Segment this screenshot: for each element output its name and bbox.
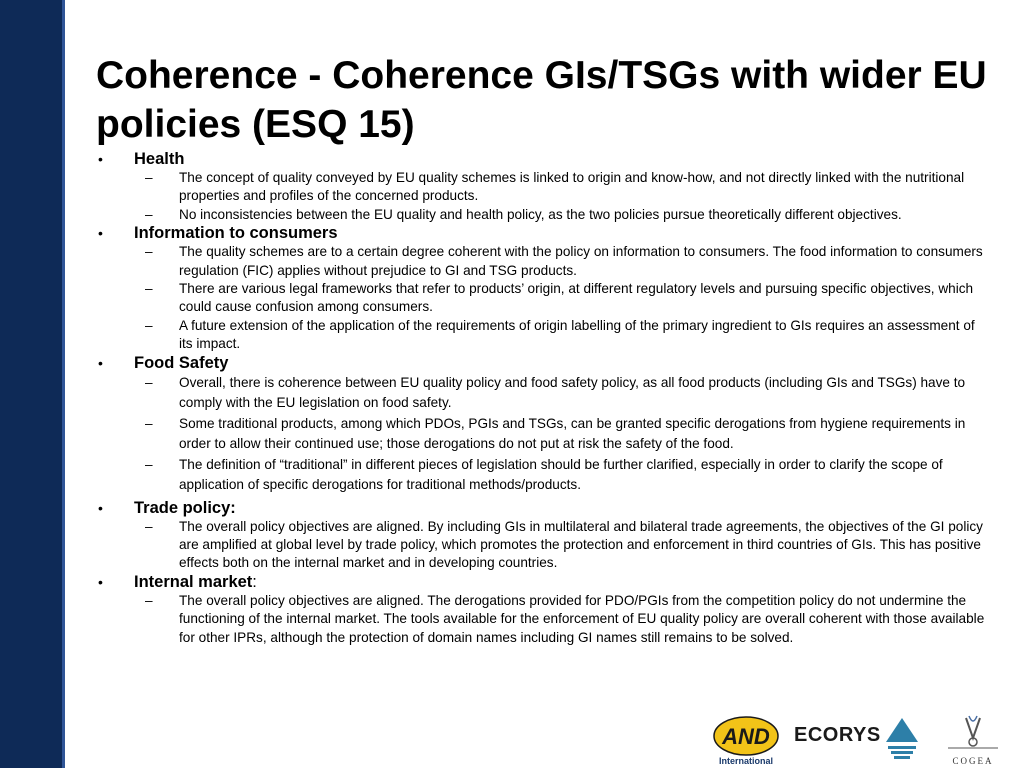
dash-icon: –: [145, 281, 153, 297]
bullet-icon: •: [98, 151, 103, 167]
dash-icon: –: [145, 244, 153, 260]
list-item: – A future extension of the application of the requirements of origin labelling of the primary ingredient to GIs requires an assessment of its impact.: [145, 317, 975, 352]
dash-icon: –: [145, 592, 153, 608]
bullet-icon: •: [98, 225, 103, 242]
dash-icon: –: [145, 456, 153, 472]
dash-icon: –: [145, 518, 153, 534]
section-trade-policy: [96, 499, 986, 573]
section-heading: Information to consumers: [134, 224, 338, 243]
cogea-logo: [940, 712, 1006, 768]
list-item: – The overall policy objectives are aligned. By including GIs in multilateral and bilateral trade agreements, the objectives of the GI policy are amplified at global level by trade policy, which promotes the protection and enforcement in third countries of GIs. This has positive effects both on the internal market and in developing countries.: [145, 518, 983, 571]
bullet-icon: •: [98, 354, 103, 371]
list-item: – The quality schemes are to a certain degree coherent with the policy on information to consumers. The food information to consumers regulation (FIC) applies without prejudice to GI and TSG products.: [145, 244, 983, 278]
svg-text:International: International: [718, 756, 774, 766]
footer-logos: [704, 712, 1024, 768]
section-information-to-consumers: [96, 224, 986, 353]
list-item: – There are various legal frameworks that refer to products’ origin, at different regulatory levels and pursuing specific objectives, which could cause confusion among consumers.: [145, 281, 974, 315]
list-item: – No inconsistencies between the EU quality and health policy, as the two policies pursue theoretically different objectives.: [96, 206, 986, 224]
bullet-icon: •: [98, 573, 103, 590]
section-heading: Internal market:: [134, 572, 257, 591]
section-heading: Trade policy:: [134, 498, 236, 517]
ecorys-triangle-icon: [884, 716, 920, 760]
section-food-safety: [96, 354, 986, 495]
list-item: – Some traditional products, among which PDOs, PGIs and TSGs, can be granted specific derogations from hygiene requirements in order to allow their continued use; those derogations do not put at risk the safety of the food.: [145, 415, 966, 451]
slide-body: [96, 150, 986, 647]
and-international-logo: [708, 714, 786, 766]
section-internal-market: [96, 573, 986, 647]
bullet-icon: •: [98, 499, 103, 516]
cogea-logo-text: COGEA: [952, 756, 994, 766]
slide-title: Coherence - Coherence GIs/TSGs with wider EU policies (ESQ 15): [96, 54, 987, 146]
section-heading: Food Safety: [134, 353, 229, 372]
slide-sidebar-bar: [0, 0, 65, 768]
list-item: – The concept of quality conveyed by EU quality schemes is linked to origin and know-how, and not directly linked with the nutritional properties and profiles of the concerned products.: [145, 170, 965, 204]
svg-text:AND: AND: [722, 724, 770, 749]
dash-icon: –: [145, 317, 153, 333]
dash-icon: –: [145, 170, 153, 185]
list-item: – Overall, there is coherence between EU quality policy and food safety policy, as all food products (including GIs and TSGs) have to comply with the EU legislation on food safety.: [145, 374, 966, 410]
section-health: [96, 150, 986, 224]
ecorys-logo-text: ECORYS: [794, 724, 881, 746]
dash-icon: –: [145, 415, 153, 431]
list-item: – The definition of “traditional” in different pieces of legislation should be further clarified, especially in order to clarify the scope of application of specific derogations for traditional methods/products.: [145, 456, 943, 492]
section-heading: Health: [134, 150, 185, 168]
list-item: – The overall policy objectives are aligned. The derogations provided for PDO/PGIs from the competition policy do not undermine the functioning of the internal market. The tools available for the enforcement of EU quality policy are overall coherent with those available for other IPRs, although the protection of domain names including GI names still remains to be solved.: [145, 592, 985, 645]
dash-icon: –: [145, 374, 153, 390]
dash-icon: –: [145, 206, 153, 222]
